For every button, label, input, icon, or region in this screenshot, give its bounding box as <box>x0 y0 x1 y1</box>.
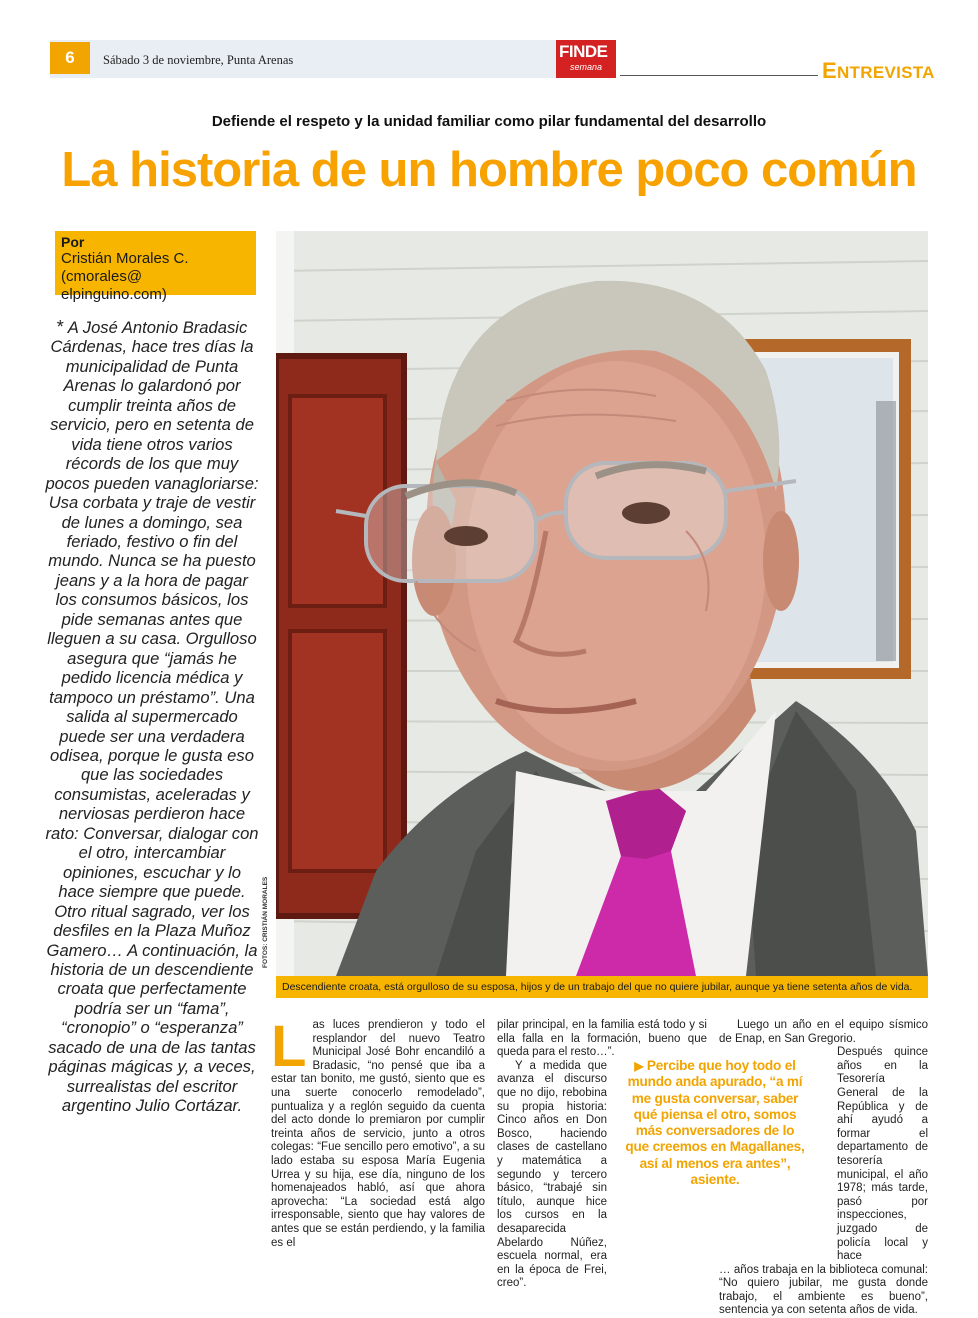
lede-star: * <box>56 317 64 337</box>
body-column-3 <box>719 1019 928 1318</box>
portrait-photo <box>276 231 928 976</box>
column-2-mid-wrap <box>497 1060 607 1291</box>
lede-text: A José Antonio Bradasic Cárdenas, hace tres días la municipalidad de Punta Arenas lo galardonó por cumplir treinta años de servicio, pero en setenta de vida tiene otros varios récords de los que muy pocos pueden vanagloriarse: Usa corbata y traje de vestir de lunes a domingo, sea feriado, festivo o fin del mundo. Nunca se ha puesto jeans y a la hora de pagar los consumos básicos, los pide semanas antes que lleguen a su casa. Orgulloso asegura que “jamás he pedido licencia médica y tampoco un préstamo”. Una salida al supermercado puede ser una verdadera odisea, porque le gusta eso que las sociedades consumistas, aceleradas y nerviosas perdieron hace rato: Conversar, dialogar con el otro, intercambiar opiniones, escuchar y lo hace siempre que puede. Otro ritual sagrado, ver los desfiles en la Plaza Muñoz Gamero… A continuación, la historia de un descendiente croata que perfectamente podría ser un “fama”, “cronopio” o “esperanza” sacado de una de las tantas páginas mágicas y, a veces, surrealistas del escritor argentino Julio Cortázar. <box>45 318 259 1116</box>
section-label <box>822 58 935 84</box>
column-3-mid-wrap <box>837 1046 928 1264</box>
photo-credit: FOTOS: CRISTIÁN MORALES <box>262 876 269 968</box>
logo-sub: semana <box>570 62 603 72</box>
section-initial: E <box>822 58 837 83</box>
section-rule <box>620 75 818 76</box>
headline: La historia de un hombre poco común <box>61 143 917 197</box>
column-1-text: as luces prendieron y todo el resplandor del nuevo Teatro Municipal José Bohr encandiló a Bradasic, “no pensé que iba a estar tan bonito, me gustó, siento que es una suerte conocerlo remodelado”, puntualiza y a reglón seguido da cuenta del acto donde lo premiaron por cumplir treinta años de servicio, junto a otros colegas: “Fue sencillo pero emotivo”, a su lado estaba su esposa María Eugenia Urrea y su hija, ese día, ninguno de los homenajeados habló, así que ahora aprovecha: “La sociedad está algo irresponsable, siento que hay valores de antes que se están perdiendo, y la familia es el <box>271 1019 485 1249</box>
byline-label: Por <box>61 234 85 250</box>
section-rest: NTREVISTA <box>836 63 935 82</box>
byline-name: Cristián Morales C. (cmorales@ elpinguino.com) <box>61 250 189 303</box>
kicker: Defiende el respeto y la unidad familiar como pilar fundamental del desarrollo <box>211 113 767 130</box>
logo-main: FINDE <box>559 42 608 61</box>
body-column-1 <box>271 1014 485 1250</box>
lede <box>44 318 260 1116</box>
triangle-icon: ▶ <box>634 1059 644 1073</box>
byline-box <box>55 231 256 303</box>
finde-logo <box>556 40 616 78</box>
column-2-mid: Y a medida que avanza el discurso que no dijo, rebobina su propia historia: Cinco años en Don Bosco, haciendo clases de castellano y matemática a segundo y tercero básico, “trabajé sin título, aunque hice los cursos en la desaparecida Abelardo Núñez, escuela normal, era en la época de Frei, creo”. <box>497 1059 607 1290</box>
photo-caption: Descendiente croata, está orgulloso de su esposa, hijos y de un trabajo del que no quiere jubilar, aunque ya tiene setenta años de vida. <box>276 976 928 998</box>
drop-cap: L <box>271 1014 307 1079</box>
column-3-mid: Después quince años en la Tesorería General de la República y de ahí ayudó a formar el departamento de tesorería municipal, el año 1978; más tarde, pasó por inspecciones, juzgado de policía local y hace <box>837 1046 928 1263</box>
column-2-top: pilar principal, en la familia está todo y si ella falla en la formación, bueno que queda para el resto…”. <box>497 1019 707 1059</box>
pull-quote-text: Percibe que hoy todo el mundo anda apurado, “a mí me gusta conversar, saber qué piensa el otro, somos más conversadores de lo que creemos en Magallanes, así al menos era antes”, asiente. <box>625 1058 805 1188</box>
page-number: 6 <box>50 42 90 74</box>
date-line: Sábado 3 de noviembre, Punta Arenas <box>103 53 294 67</box>
column-3-bottom: … años trabaja en la biblioteca comunal: “No quiero jubilar, me gusta donde trabajo, el ambiente es bueno”, sentencia ya con setenta años de vida. <box>719 1263 928 1317</box>
column-3-top: Luego un año en el equipo sísmico de Enap, en San Gregorio. <box>719 1019 928 1045</box>
